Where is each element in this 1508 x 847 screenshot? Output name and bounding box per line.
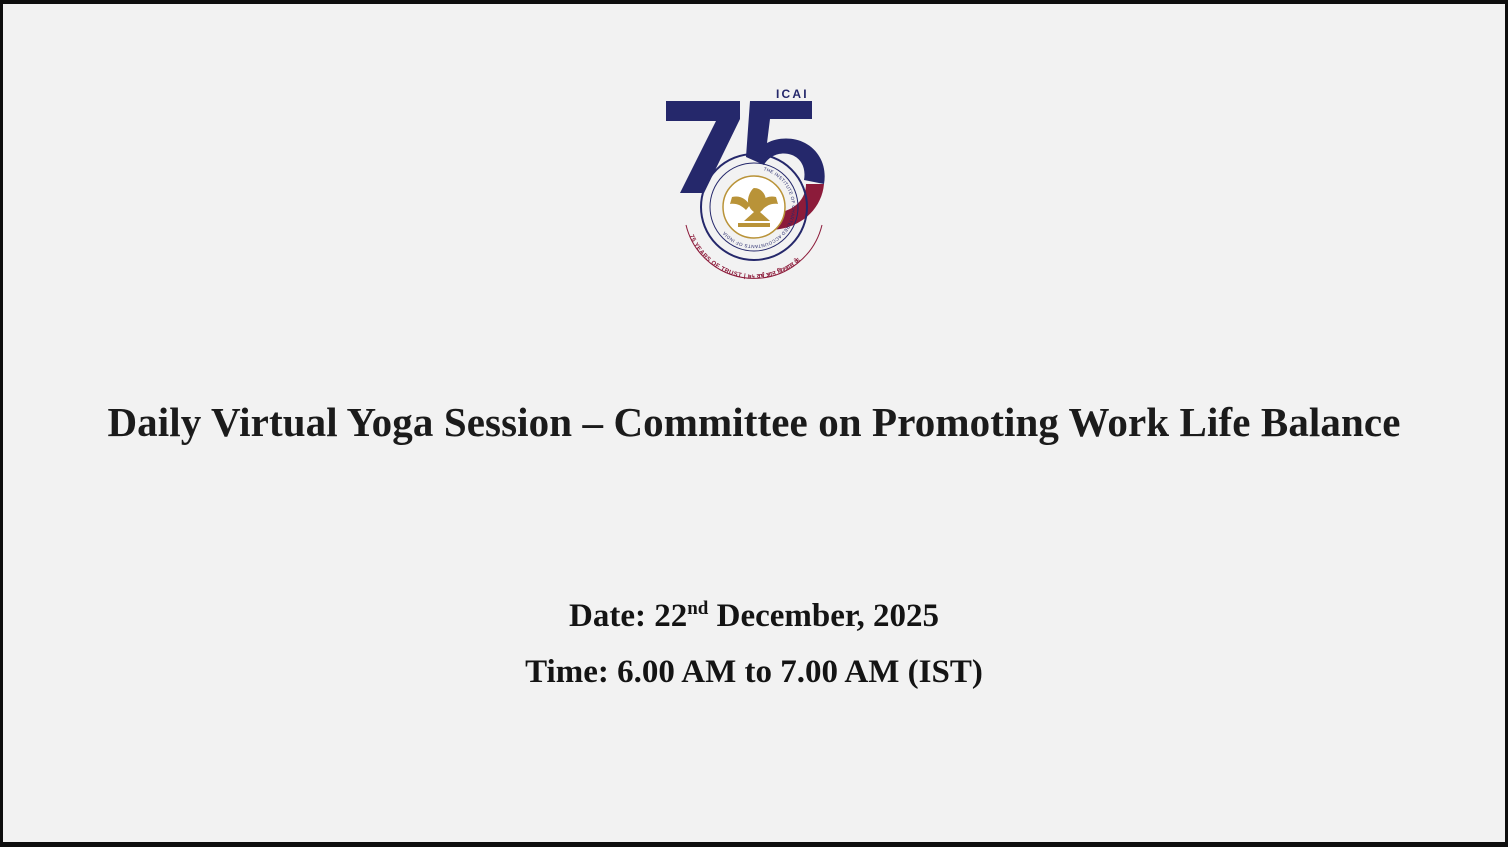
date-label: Date: — [569, 598, 655, 634]
letterbox-top-edge — [0, 0, 1508, 4]
date-day: 22 — [654, 598, 688, 634]
letterbox-bottom-edge — [0, 842, 1508, 847]
icai-75-years-logo — [654, 85, 854, 290]
date-rest: December, 2025 — [708, 598, 939, 634]
page-title: Daily Virtual Yoga Session – Committee on Promoting Work Life Balance — [107, 399, 1401, 445]
session-date-line — [0, 588, 1508, 644]
date-ordinal-suffix: nd — [687, 598, 709, 619]
svg-text:THE INSTITUTE OF CHARTERED ACC: THE INSTITUTE OF CHARTERED ACCOUNTANTS OF INDIA — [721, 166, 796, 250]
logo-container — [0, 85, 1508, 295]
svg-text:ICAI: ICAI — [776, 87, 809, 101]
svg-text:75 YEARS OF TRUST | ७५ वर्ष ज्: 75 YEARS OF TRUST | ७५ वर्ष ज्ञान विश्वास के — [687, 233, 802, 281]
session-details — [0, 588, 1508, 700]
session-time-line: Time: 6.00 AM to 7.00 AM (IST) — [525, 654, 983, 690]
